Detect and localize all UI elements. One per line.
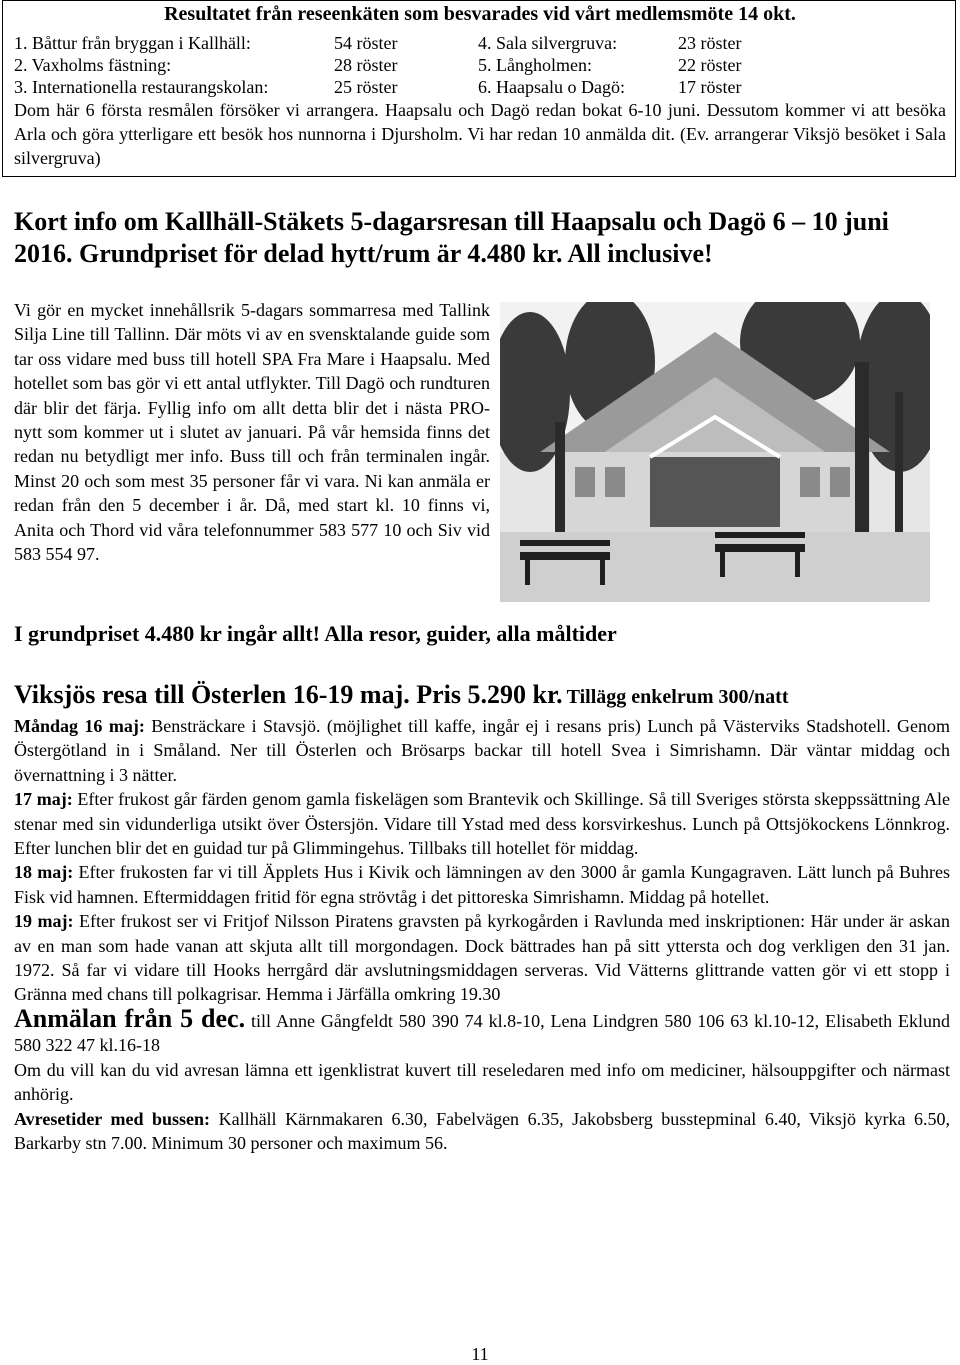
trip-info-text: Vi gör en mycket innehållsrik 5-dagars sommarresa med Tallink Silja Line till Tallinn. Där möts vi av en svensktalande guide som tar oss vidare med buss till hotell SPA Fra Mare i Haapsalu. Med hotellet som bas gör vi ett antal utflykter. Till Dagö och rundturen där blir det färja. Fyllig info om allt detta blir det i nästa PRO-nytt som kommer ut i slutet av januari. På vår hemsida finns det redan nu betydligt mer info. Buss till och från terminalen ingår. Minst 20 och som mest 35 personer får vi vara. Ni kan anmäla er redan från den 5 december i år. Då, med start kl. 10 finns vi, Anita och Thord vid våra telefonnummer 583 577 10 och Siv vid 583 554 97. [14, 300, 490, 565]
result-votes: 23 röster [678, 33, 742, 53]
day-text: Bensträckare i Stavsjö. (möjlighet till kaffe, ingår ej i resans pris) Lunch på Västerviks Stadshotell. Genom Östergötland in i Småland. Ner till Österlen och Brösarps backar till hotell Svea i Simrishamn. Där väntar middag och övernattning i 3 nätter. [14, 716, 950, 785]
result-votes: 22 röster [678, 55, 742, 75]
itinerary-day [14, 787, 950, 860]
signup-contacts: till Anne Gångfeldt 580 390 74 kl.8-10, Lena Lindgren 580 106 63 kl.10-12, Elisabeth Eklund 580 322 47 kl.16-18 [14, 1010, 950, 1056]
departure-label: Avresetider med bussen: [14, 1108, 211, 1129]
page-number: 11 [471, 1344, 489, 1364]
result-name: 2. Vaxholms fästning: [14, 55, 172, 75]
trip-title: Viksjös resa till Österlen 16-19 maj. Pris 5.290 kr. [14, 680, 563, 709]
result-votes: 28 röster [334, 55, 398, 75]
included-statement: I grundpriset 4.480 kr ingår allt! Alla resor, guider, alla måltider [14, 621, 617, 646]
day-text: Efter frukosten far vi till Äpplets Hus i Kivik och lämningen av den 3000 år gamla Kungagraven. Lätt lunch på Buhres Fisk vid hamnen. Eftermiddagen fritid för egna strövtåg i det pittoreska Simrishamn. Middag på hotellet. [14, 862, 950, 907]
result-name: 5. Långholmen: [478, 55, 592, 75]
itinerary-day [14, 714, 950, 787]
result-name: 6. Haapsalu o Dagö: [478, 77, 625, 97]
results-title: Resultatet från reseenkäten som besvarades vid vårt medlemsmöte 14 okt. [164, 3, 796, 25]
signup-title: Anmälan från 5 dec. [14, 1003, 246, 1033]
itinerary-day [14, 909, 950, 1007]
trip-heading [14, 680, 788, 710]
result-votes: 25 röster [334, 77, 398, 97]
itinerary-day [14, 860, 950, 909]
day-label: Måndag 16 maj: [14, 716, 145, 736]
result-name: 3. Internationella restaurangskolan: [14, 77, 269, 97]
results-paragraph: Dom här 6 första resmålen försöker vi arrangera. Haapsalu och Dagö redan bokat 6-10 juni. Dessutom kommer vi att besöka Arla och göra ytterligare ett besök hos nunnorna i Djursholm. Vi har redan 10 anmälda dit. (Ev. arrangerar Viksjö besöket i Sala silvergruva) [14, 100, 946, 168]
day-label: 17 maj: [14, 789, 73, 810]
day-label: 19 maj: [14, 911, 74, 932]
signup-info [14, 1003, 950, 1058]
result-name: 4. Sala silvergruva: [478, 33, 618, 53]
result-votes: 17 röster [678, 77, 742, 97]
hotel-photo [500, 302, 930, 602]
departure-text: Kallhäll Kärnmakaren 6.30, Fabelvägen 6.35, Jakobsberg busstерminal 6.40, Viksjö kyrka 6.50, Barkarby stn 7.00. Minimum 30 personer och maximum 56. [14, 1108, 950, 1153]
trip-itinerary [14, 714, 950, 1155]
single-room-supplement: Tillägg enkelrum 300/natt [566, 686, 789, 708]
day-label: 18 maj: [14, 862, 74, 883]
result-votes: 54 röster [334, 33, 398, 53]
result-name: 1. Båttur från bryggan i Kallhäll: [14, 33, 251, 53]
day-text: Efter frukost ser vi Fritjof Nilsson Piratens gravsten på kyrkogården i Ravlunda med inskriptionen: Här under är askan av en man som hade vanan att skjuta allt till morgondagen. Dock bättrades han på sitt yttersta och dog verkligen den 31 jan. 1972. Så far vi vidare till Hooks herrgård där avslutningsmiddagen serveras. Vid Vätterns glittrande vatten gör vi ett stopp i Gränna med chans till polkagrisar. Hemma i Järfälla omkring 19.30 [14, 911, 950, 1005]
trip-info-heading: Kort info om Kallhäll-Stäkets 5-dagarsresan till Haapsalu och Dagö 6 – 10 juni 2016. Grundpriset för delad hytt/rum är 4.480 kr. All inclusive! [14, 207, 889, 268]
departure-times [14, 1107, 950, 1156]
medical-note: Om du vill kan du vid avresan lämna ett igenklistrat kuvert till reseledaren med info om mediciner, hälsouppgifter och närmast anhörig. [14, 1059, 950, 1105]
day-text: Efter frukost går färden genom gamla fiskelägen som Brantevik och Skillinge. Så till Sveriges största skeppssättning Ale stenar med sin vidunderliga utsikt över Östersjön. Vidare till Ystad med dess korsvirkeshus. Lunch på Ottsjökockens Lönnkrog. Efter lunchen blir det en guidad tur på Glimmingehus. Tillbaks till hotellet för middag. [14, 789, 950, 859]
